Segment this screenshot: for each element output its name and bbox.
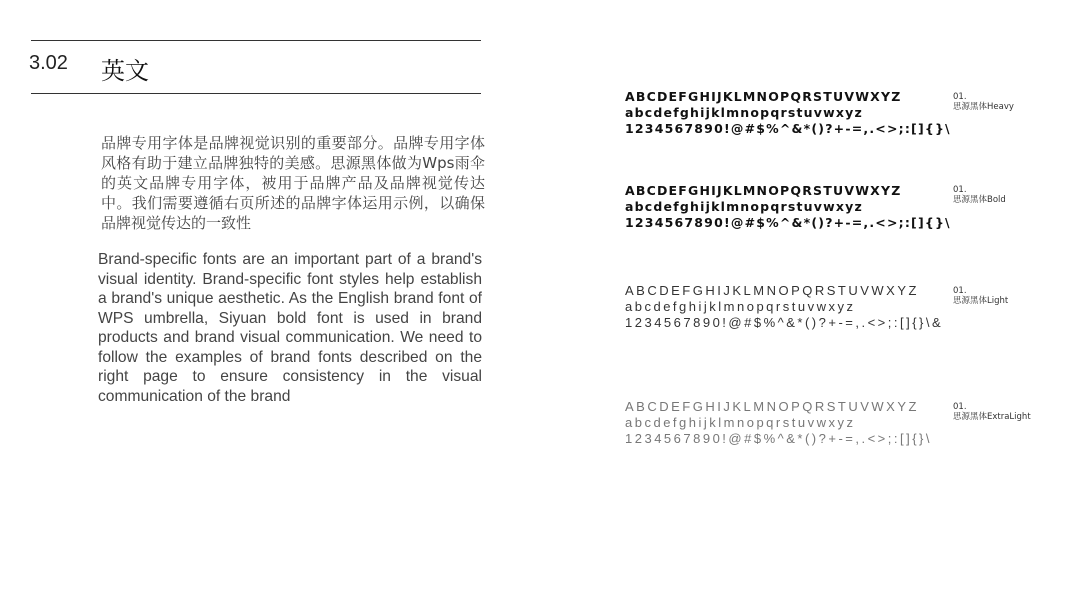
specimen-extralight-symbols: 1234567890!@#$%^&*()?+-=,.<>;:[]{}\ bbox=[625, 431, 933, 446]
description-english: Brand-specific fonts are an important part of a brand's visual identity. Brand-specific font styles help establish a brand's unique aesthetic. As the English brand font of WPS umbrella, Siyuan bold font is used in brand products and brand visual communication. We need to follow the examples of brand fonts described on the right page to ensure consistency in the visual communication of the brand bbox=[98, 251, 482, 405]
specimen-bold-uppercase: ABCDEFGHIJKLMNOPQRSTUVWXYZ bbox=[625, 183, 902, 198]
specimen-light-symbols: 1234567890!@#$%^&*()?+-=,.<>;:[]{}\& bbox=[625, 315, 944, 330]
label-heavy-name: 思源黑体Heavy bbox=[953, 102, 1014, 112]
specimen-extralight-lowercase: abcdefghijklmnopqrstuvwxyz bbox=[625, 415, 856, 430]
title-divider bbox=[31, 93, 481, 94]
specimen-bold-lowercase: abcdefghijklmnopqrstuvwxyz bbox=[625, 199, 863, 214]
specimen-bold-symbols: 1234567890!@#$%^&*()?+-=,.<>;:[]{}\ bbox=[625, 215, 951, 230]
label-extralight-number: 01. bbox=[953, 402, 967, 412]
label-extralight-name: 思源黑体ExtraLight bbox=[953, 412, 1031, 422]
specimen-light-lowercase: abcdefghijklmnopqrstuvwxyz bbox=[625, 299, 856, 314]
specimen-heavy-uppercase: ABCDEFGHIJKLMNOPQRSTUVWXYZ bbox=[625, 89, 902, 104]
specimen-heavy bbox=[625, 89, 951, 137]
label-heavy bbox=[953, 92, 1014, 112]
label-light-name: 思源黑体Light bbox=[953, 296, 1009, 306]
specimen-bold bbox=[625, 183, 951, 231]
label-bold-number: 01. bbox=[953, 185, 967, 195]
label-bold bbox=[953, 185, 1006, 205]
section-title: 英文 bbox=[101, 57, 149, 85]
label-light-number: 01. bbox=[953, 286, 967, 296]
description-chinese: 品牌专用字体是品牌视觉识别的重要部分。品牌专用字体风格有助于建立品牌独特的美感。思源黑体做为Wps雨伞的英文品牌专用字体，被用于品牌产品及品牌视觉传达中。我们需要遵循右页所述的品牌字体运用示例，以确保品牌视觉传达的一致性 bbox=[101, 134, 485, 232]
specimen-heavy-symbols: 1234567890!@#$%^&*()?+-=,.<>;:[]{}\ bbox=[625, 121, 951, 136]
specimen-heavy-lowercase: abcdefghijklmnopqrstuvwxyz bbox=[625, 105, 863, 120]
top-divider bbox=[31, 40, 481, 41]
label-bold-name: 思源黑体Bold bbox=[953, 195, 1006, 205]
label-heavy-number: 01. bbox=[953, 92, 967, 102]
specimen-light-uppercase: ABCDEFGHIJKLMNOPQRSTUVWXYZ bbox=[625, 283, 919, 298]
label-light bbox=[953, 286, 1008, 306]
label-extralight bbox=[953, 402, 1031, 422]
section-number: 3.02 bbox=[29, 52, 68, 74]
specimen-extralight bbox=[625, 399, 935, 447]
specimen-light bbox=[625, 283, 944, 331]
specimen-extralight-uppercase: ABCDEFGHIJKLMNOPQRSTUVWXYZ bbox=[625, 399, 919, 414]
